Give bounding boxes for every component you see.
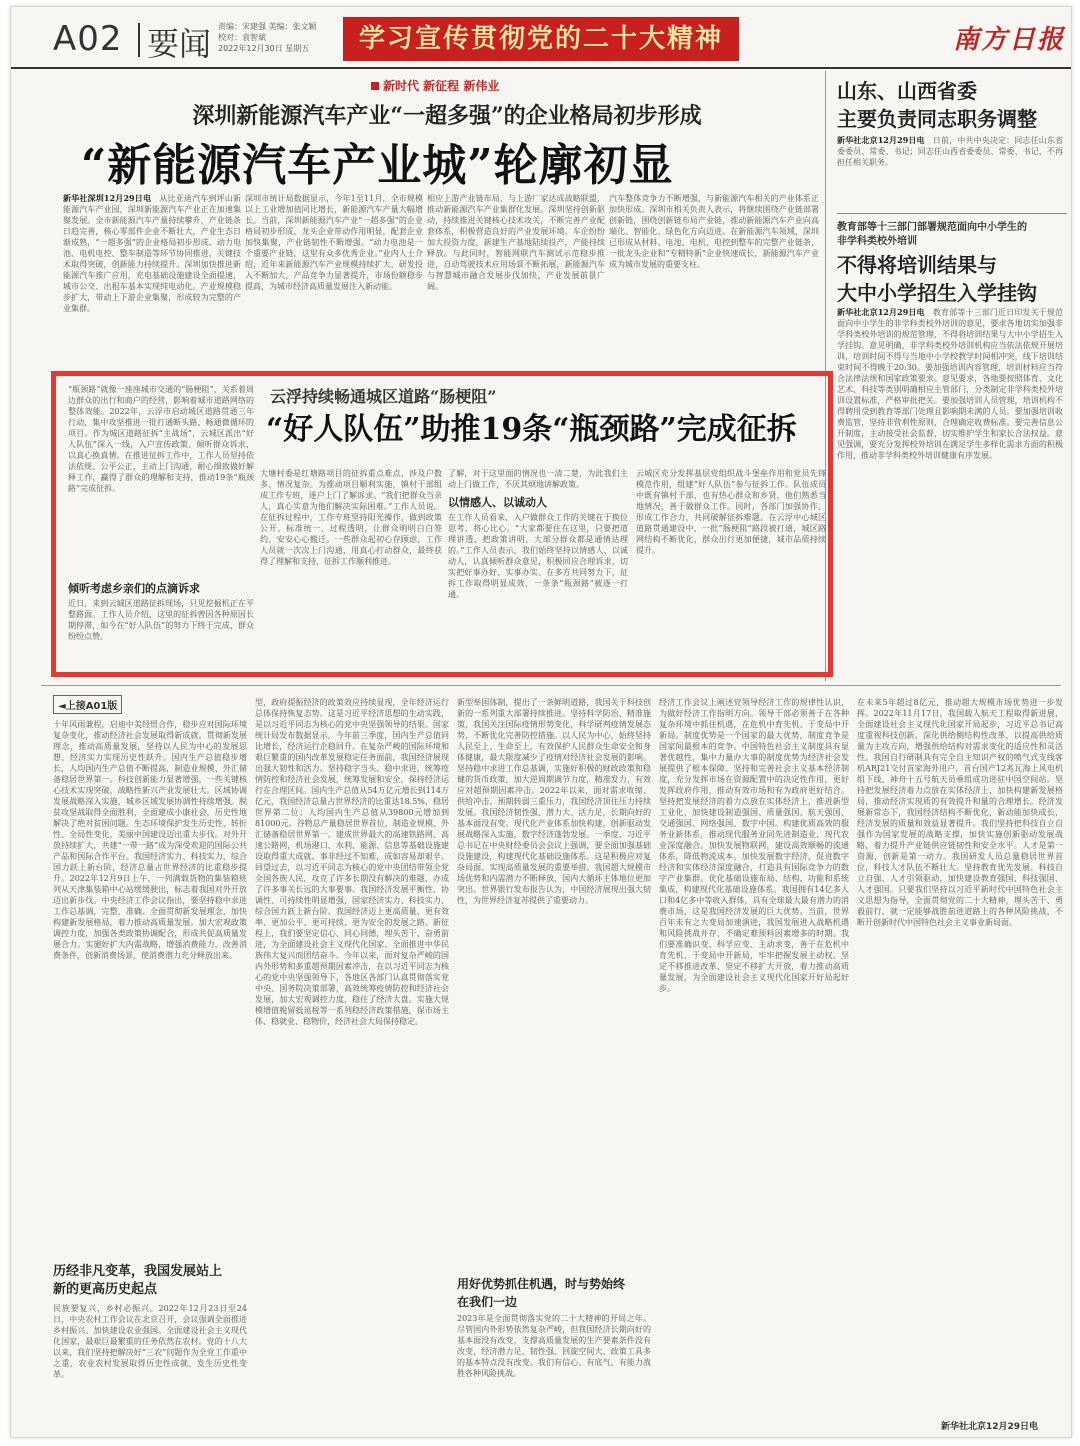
lower-section-a-headline [53,1263,222,1299]
story1-body: 新华社北京12月29日电 日前，中共中央决定：同志任山东省委委员、常委、书记；同志任山西省委委员、常委、书记，不再担任相关职务。 [837,135,1063,167]
story1-dateline: 新华社北京12月29日电 [837,135,925,145]
lower-column-5: 在未来5年超过8亿元，推动超大规模市场优势进一步发挥。2022年11月17日，我国载人航天工程取得新进展，全面建设社会主义现代化国家开局起步，习近平总书记高度重视科技创新。深化供给侧结构性改革，以提高供给质量为主攻方向，增强供给结构对需求变化的适应性和灵活性。我国自行研制具有完全自主知识产权的喷气式支线客机ARJ21交付首家海外用户，首台国产12兆瓦海上风电机组下线，神舟十五号航天员乘组成功进驻中国空间站。坚持把发展经济着力点放在实体经济上，加快构建新发展格局，推动经济实现质的有效提升和量的合理增长。经济发展新常态下，我国经济结构不断优化，新动能加快成长，经济发展的质量和效益显著提升。我们坚持把科技自立自强作为国家发展的战略支撑，加快实施创新驱动发展战略，着力提升产业链供应链韧性和安全水平。人才是第一资源，创新是第一动力。我国研发人员总量稳居世界首位，科技人才队伍不断壮大。坚持教育优先发展、科技自立自强、人才引领驱动，加快建设教育强国、科技强国、人才强国。只要我们坚持以习近平新时代中国特色社会主义思想为指导，全面贯彻党的二十大精神，埋头苦干、勇毅前行，就一定能够战胜前进道路上的各种风险挑战，不断开创新时代中国特色社会主义事业新局面。 [857,698,1063,927]
highlight-headline: “好人队伍”助推19条“瓶颈路”完成征拆 [266,412,797,447]
section-name: 要闻 [147,25,212,63]
lower-column-4: 经济工作会议上阐述党领导经济工作的规律性认识，为做好经济工作指明方向。领导干部必须善于在各种复杂环境中抓住机遇，在危机中育先机、于变局中开新局。制度优势是一个国家的最大优势，制度竞争是国家间最根本的竞争。中国特色社会主义制度具有显著优越性，集中力量办大事的制度优势为经济社会发展提供了根本保障。坚持和完善社会主义基本经济制度，充分发挥市场在资源配置中的决定性作用，更好发挥政府作用，推动有效市场和有为政府更好结合。坚持把发展经济的着力点放在实体经济上，推进新型工业化，加快建设制造强国、质量强国、航天强国、交通强国、网络强国、数字中国。构建优质高效的服务业新体系，推动现代服务业同先进制造业、现代农业深度融合。加快发展物联网，建设高效顺畅的流通体系，降低物流成本。加快发展数字经济，促进数字经济和实体经济深度融合，打造具有国际竞争力的数字产业集群。优化基础设施布局、结构、功能和系统集成，构建现代化基础设施体系。我国拥有14亿多人口和4亿多中等收入群体，具有全球最大最有潜力的消费市场，这是我国经济发展的巨大优势。当前，世界百年未有之大变局加速演进，我国发展进入战略机遇和风险挑战并存、不确定难预料因素增多的时期。我们要准确识变、科学应变、主动求变，善于在危机中育先机、于变局中开新局，牢牢把握发展主动权。坚定不移推进改革，坚定不移扩大开放，着力推动高质量发展，为全面建设社会主义现代化国家开好局起好步。 [659,698,849,993]
lower-column-3: 新型举国体制，提出了一条鲜明道路，我国关于科技创新的一系列重大部署持续推进。坚持科学防治、精准施策，我国关注国际疫情形势变化，科学研判疫情发展态势，不断优化完善防控措施。以人民为中心，始终坚持人民至上、生命至上，有效保护人民群众生命安全和身体健康，最大限度减少了疫情对经济社会发展的影响。坚持稳中求进工作总基调，实施好积极的财政政策和稳健的货币政策，加大逆周期调节力度，精准发力，有效应对超预期因素冲击。2022年以来，面对需求收缩、供给冲击、预期转弱三重压力，我国经济顶住压力持续发展。我国经济韧性强、潜力大、活力足，长期向好的基本面没有变。现代化产业体系加快构建，创新驱动发展战略深入实施，数字经济蓬勃发展。一季度，习近平总书记在中央财经委员会会议上强调，要全面加强基础设施建设，构建现代化基础设施体系。这是积极应对复杂局面、实现高质量发展的重要举措。我国超大规模市场优势和内需潜力不断释放，国内大循环主体地位更加突出。世界银行发布报告认为，中国经济展现出强大韧性，为世界经济复苏提供了重要动力。 [457,698,651,905]
highlight-subhead: 云浮持续畅通城区道路“肠梗阻” [270,387,497,406]
highlight-column-left-2: 近日，来到云城区道路征拆现场，只见挖掘机正在平整路面。工作人员介绍，这里的征拆曾因各种原因长期停滞，如今在“好人队伍”的努力下终于完成，群众纷纷点赞。 [68,599,254,641]
lead-headline: “新能源汽车产业城”轮廓初显 [81,140,674,191]
editor-line: 责编：宋建强 美编：张文颖 [218,22,317,31]
highlighted-story [51,371,833,677]
story2-kicker-line: 非学科类校外培训 [837,236,917,247]
story2-headline [837,251,1037,307]
story2-headline-line: 大中小学招生入学挂钩 [837,281,1037,305]
highlight-section-2: 以情感人、以诚动人 [448,496,547,509]
story2-dateline: 新华社北京12月29日电 [837,307,925,317]
lead-column-3: 相应上游产业链布局，与上游厂家达成战略联盟，推动新能源汽车产业集群化发展。深圳坚持创新驱动，持续推进关键核心技术攻关，不断完善产业配套体系，积极营造良好的产业发展环境。车企纷纷加大投资力度，新建生产基地陆续投产，产能持续释放。与此同时，智能网联汽车测试示范稳步推进，自动驾驶技术应用场景不断拓展，新能源汽车与智慧城市融合发展步伐加快，产业发展前景广阔。 [427,194,605,291]
lead-column-4: 汽车整体竞争力不断增强，与新能源汽车相关的产业体系正加快形成。深圳市相关负责人表示，将继续围绕产业链部署创新链，围绕创新链布局产业链，推动新能源汽车产业向高端化、智能化、绿色化方向迈进。在新能源汽车领域，深圳已形成从材料、电池、电机、电控到整车的完整产业链条，一批龙头企业和“专精特新”企业快速成长，新能源汽车产业成为城市发展的重要支柱。 [609,194,819,269]
highlight-column-4: 云城区充分发挥基层党组织战斗堡垒作用和党员先锋模范作用，组建“好人队伍”参与征拆工作。队伍成员中既有镇村干部，也有热心群众和乡贤，他们熟悉当地情况，善于做群众工作。同时，各部门加强协作，形成工作合力，共同破解征拆难题。在云浮中心城区道路贯通建设中，一批“肠梗阻”路段被打通，城区路网结构不断优化，群众出行更加便捷，城市品质持续提升。 [636,469,826,555]
story1-headline-line: 山东、山西省委 [837,79,977,103]
lower-column-3-tail: 2023年是全面贯彻落实党的二十大精神的开局之年。尽管国内外形势依然复杂严峻，但我国经济长期向好的基本面没有改变，支撑高质量发展的生产要素条件没有改变，经济潜力足、韧性强、回旋空间大、政策工具多的基本特点没有改变。我们有信心、有底气、有能力战胜各种风险挑战。 [457,1314,651,1378]
lower-section-a-line: 新的更高历史起点 [53,1282,158,1297]
continued-tag: ◄上接A01版 [53,695,122,714]
editor-info [218,21,338,54]
red-square-icon [371,82,379,90]
highlight-column-2: 大塘村委是红塘路项目的征拆重点难点，涉及户数多、情况复杂。为推动项目顺利实施，镇村干部组成工作专班，逐户上门了解诉求。“我们把群众当亲人，真心实意为他们解决实际困难。”工作人员说。在征拆过程中，工作专班坚持阳光操作，做到政策公开、标准统一、过程透明，让群众明明白白签约、安安心心搬迁。一些群众起初心存顾虑，工作人员就一次次上门沟通，用真心打动群众，最终获得了理解和支持，征拆工作顺利推进。 [260,469,442,566]
lower-section-rule [41,685,1061,686]
story2-body: 新华社北京12月29日电 教育部等十三部门近日印发关于规范面向中小学生的非学科类校外培训的意见，要求各地切实加强非学科类校外培训的规范管理，不得将培训结果与大中小学招生入学挂钩。意见明确，非学科类校外培训机构应当依法依规开展培训，培训时间不得与当地中小学校教学时间相冲突，线下培训结束时间不得晚于20:30。要加强培训内容管理，培训材料应当符合法律法规和国家政策要求。意见要求，各地要按照体育、文化艺术、科技等类别明确相应主管部门，分类制定非学科类校外培训设置标准，严格审批把关。要加强培训人员管理，培训机构不得聘用受到教育等部门处理且影响期未满的人员。要加强培训收费监管，坚持非营利性原则，合理确定收费标准。要完善信息公开制度，主动接受社会监督，切实维护学生和家长合法权益。意见强调，要充分发挥校外培训在满足学生多样化需求方面的积极作用，推动非学科类校外培训健康有序发展。 [837,307,1063,460]
highlight-column-3: 了解，对于这里面的情况也一清二楚，为此我们主动上门做工作，不厌其烦地讲解政策。 [448,469,628,489]
story2-kicker-line: 教育部等十三部门部署规范面向中小学生的 [837,222,1027,233]
highlight-section-1: 倾听考虑乡亲们的点滴诉求 [68,582,200,595]
lower-section-a-line: 历经非凡变革，我国发展站上 [53,1264,223,1279]
editor-line: 2022年12月30日 星期五 [218,44,310,53]
lower-column-1: 十年风雨兼程，启迪中美经贸合作，稳步应对国际环境复杂变化，推动经济社会发展取得新成就。贯彻新发展理念，推动高质量发展，坚持以人民为中心的发展思想，经济实力实现历史性跃升。国内生产总值稳步增长，人均国内生产总值不断提高，制造业规模、外汇储备稳居世界第一。科技创新能力显著增强，一些关键核心技术实现突破，战略性新兴产业发展壮大。区域协调发展战略深入实施，城乡区域发展协调性持续增强。脱贫攻坚战取得全面胜利，全面建成小康社会，历史性地解决了绝对贫困问题。生态环境保护发生历史性、转折性、全局性变化，美丽中国建设迈出重大步伐。对外开放持续扩大，共建“一带一路”成为深受欢迎的国际公共产品和国际合作平台。我国经济实力、科技实力、综合国力跃上新台阶，经济总量占世界经济的比重稳步提升。2022年12月9日上午，一列满载货物的集装箱班列从天津集装箱中心站缓缓驶出，标志着我国对外开放迈出新步伐。中央经济工作会议指出，要坚持稳中求进工作总基调，完整、准确、全面贯彻新发展理念，加快构建新发展格局，着力推动高质量发展。加大宏观政策调控力度，加强各类政策协调配合，形成共促高质量发展合力。实施好扩大内需战略，增强消费能力，改善消费条件，创新消费场景，使消费潜力充分释放出来。 [53,720,247,960]
story1-headline [837,77,1037,133]
story2-headline-line: 不得将培训结果与 [837,253,997,277]
highlight-column-left: “瓶颈路”就像一座座城市交通的“肠梗阻”，关系着周边群众的出行和商户的经营，影响着城市道路网络的整体效能。2022年，云浮市启动城区道路贯通三年行动，集中攻坚推进一批打通断头路、畅通微循环的项目。作为城区道路征拆“主战场”，云城区派出“好人队伍”深入一线，入户宣传政策、倾听群众诉求，以真心换真情。在推进征拆工作中，工作人员坚持依法依规、公平公正，主动上门沟通，耐心细致做好解释工作，赢得了群众的理解和支持，推动19条“瓶颈路”完成征拆。 [68,385,254,493]
masthead [11,7,1072,69]
lead-subhead: 深圳新能源汽车产业“一超多强”的企业格局初步形成 [192,103,702,129]
highlight-column-3-body: 在工作人员看来，入户做群众工作的关键在于换位思考、将心比心。“大家都要住在这里，只要把道理讲透、把政策讲明，大部分群众都是通情达理的。”工作人员表示，我们始终坚持以情感人、以诚动人，认真倾听群众意见，积极回应合理诉求，切实把好事办好、实事办实。在多方共同努力下，征拆工作取得明显成效，一条条“瓶颈路”被逐一打通。 [448,513,628,599]
story2-kicker [837,221,1027,249]
story1-headline-line: 主要负责同志职务调整 [837,107,1037,131]
page-number: A02 [53,19,123,59]
editor-line: 校对：袁智斌 [218,33,266,42]
lead-dateline: 新华社深圳12月29日电 [63,193,152,203]
lead-column-1: 新华社深圳12月29日电 从比亚迪汽车到坪山新能源汽车产业园，深圳新能源汽车产业正在加速集聚发展。全市新能源汽车产量持续攀升，产业链条日趋完善，核心零部件企业不断壮大，产业生态日渐成熟，“一超多强”的企业格局初步形成。动力电池、电机电控、整车制造等环节协同推进，关键技术取得突破，创新能力持续提升。深圳加快推进新能源汽车推广应用，充电基础设施建设全面提速，城市公交、出租车基本实现纯电动化。产业规模稳步扩大，带动上下游企业集聚，形成较为完整的产业集群。 [63,193,241,313]
lead-column-2: 深圳市统计局数据显示，今年1至11月，全市规模以上工业增加值同比增长，新能源汽车产量大幅增长。当前，深圳新能源汽车产业“一超多强”的企业格局初步形成，龙头企业带动作用明显，配套企业加快集聚，产业链韧性不断增强。“动力电池是一个重要产业链，这里有众多优秀企业。”业内人士介绍，近年来新能源汽车产业规模持续扩大，研发投入不断加大，产品竞争力显著提升，市场份额稳步提高，为城市经济高质量发展注入新动能。 [245,194,423,291]
lower-section-b-line: 用好优势抓住机遇，时与势始终 [457,1277,626,1291]
right-column-divider [837,213,1067,214]
newspaper-page [10,6,1072,1438]
lower-section-b-line: 在我们一边 [457,1295,518,1309]
theme-banner: 学习宣传贯彻党的二十大精神 [343,17,739,61]
lower-section-b-headline [457,1275,625,1311]
lower-column-2: 型，政府提振经济的政策效应持续显现，全年经济运行总体保持恢复态势。这是习近平经济思想的生动实践，是以习近平同志为核心的党中央坚强领导的结果。国家统计局发布数据显示，今年前三季度，国内生产总值同比增长，经济运行企稳回升。在复杂严峻的国际环境和艰巨繁重的国内改革发展稳定任务面前，我国经济展现出强大韧性和活力。坚持稳字当头、稳中求进，统筹疫情防控和经济社会发展，统筹发展和安全，保持经济运行在合理区间。国内生产总值从54万亿元增长到114万亿元，我国经济总量占世界经济的比重达18.5%，稳居世界第二位；人均国内生产总值从39800元增加到81000元。谷物总产量稳居世界首位，制造业规模、外汇储备稳居世界第一。建成世界最大的高速铁路网、高速公路网，机场港口、水利、能源、信息等基础设施建设取得重大成就。事非经过不知难，成如容易却艰辛。回望过去，以习近平同志为核心的党中央团结带领全党全国各族人民，攻克了许多长期没有解决的难题，办成了许多事关长远的大事要事。我国经济发展平衡性、协调性、可持续性明显增强，国家经济实力、科技实力、综合国力跃上新台阶。我国经济迈上更高质量、更有效率、更加公平、更可持续、更为安全的发展之路。新征程上，我们要坚定信心、同心同德，埋头苦干、奋勇前进，为全面建设社会主义现代化国家、全面推进中华民族伟大复兴而团结奋斗。今年以来，面对复杂严峻的国内外形势和多重超预期因素冲击，在以习近平同志为核心的党中央坚强领导下，各地区各部门认真贯彻落实党中央、国务院决策部署，高效统筹疫情防控和经济社会发展，加大宏观调控力度，稳住了经济大盘。实施大规模增值税留抵退税等一系列稳经济政策措施，保市场主体、稳就业、稳物价，经济社会大局保持稳定。 [255,698,449,1026]
lead-tag: 新时代 新征程 新伟业 [371,77,499,94]
newspaper-logo: 南方日报 [953,25,1066,55]
lower-column-1-tail: 民族要复兴，乡村必振兴。2022年12月23日至24日，中央农村工作会议在北京召开，会议强调全面推进乡村振兴、加快建设农业强国。全面建设社会主义现代化国家，最艰巨最繁重的任务依然在农村。党的十八大以来，我们坚持把解决好“三农”问题作为全党工作重中之重，农业农村发展取得历史性成就、发生历史性变革。 [53,1304,247,1379]
masthead-divider [138,23,140,57]
closing-byline: 新华社北京12月29日电 [941,1422,1039,1432]
